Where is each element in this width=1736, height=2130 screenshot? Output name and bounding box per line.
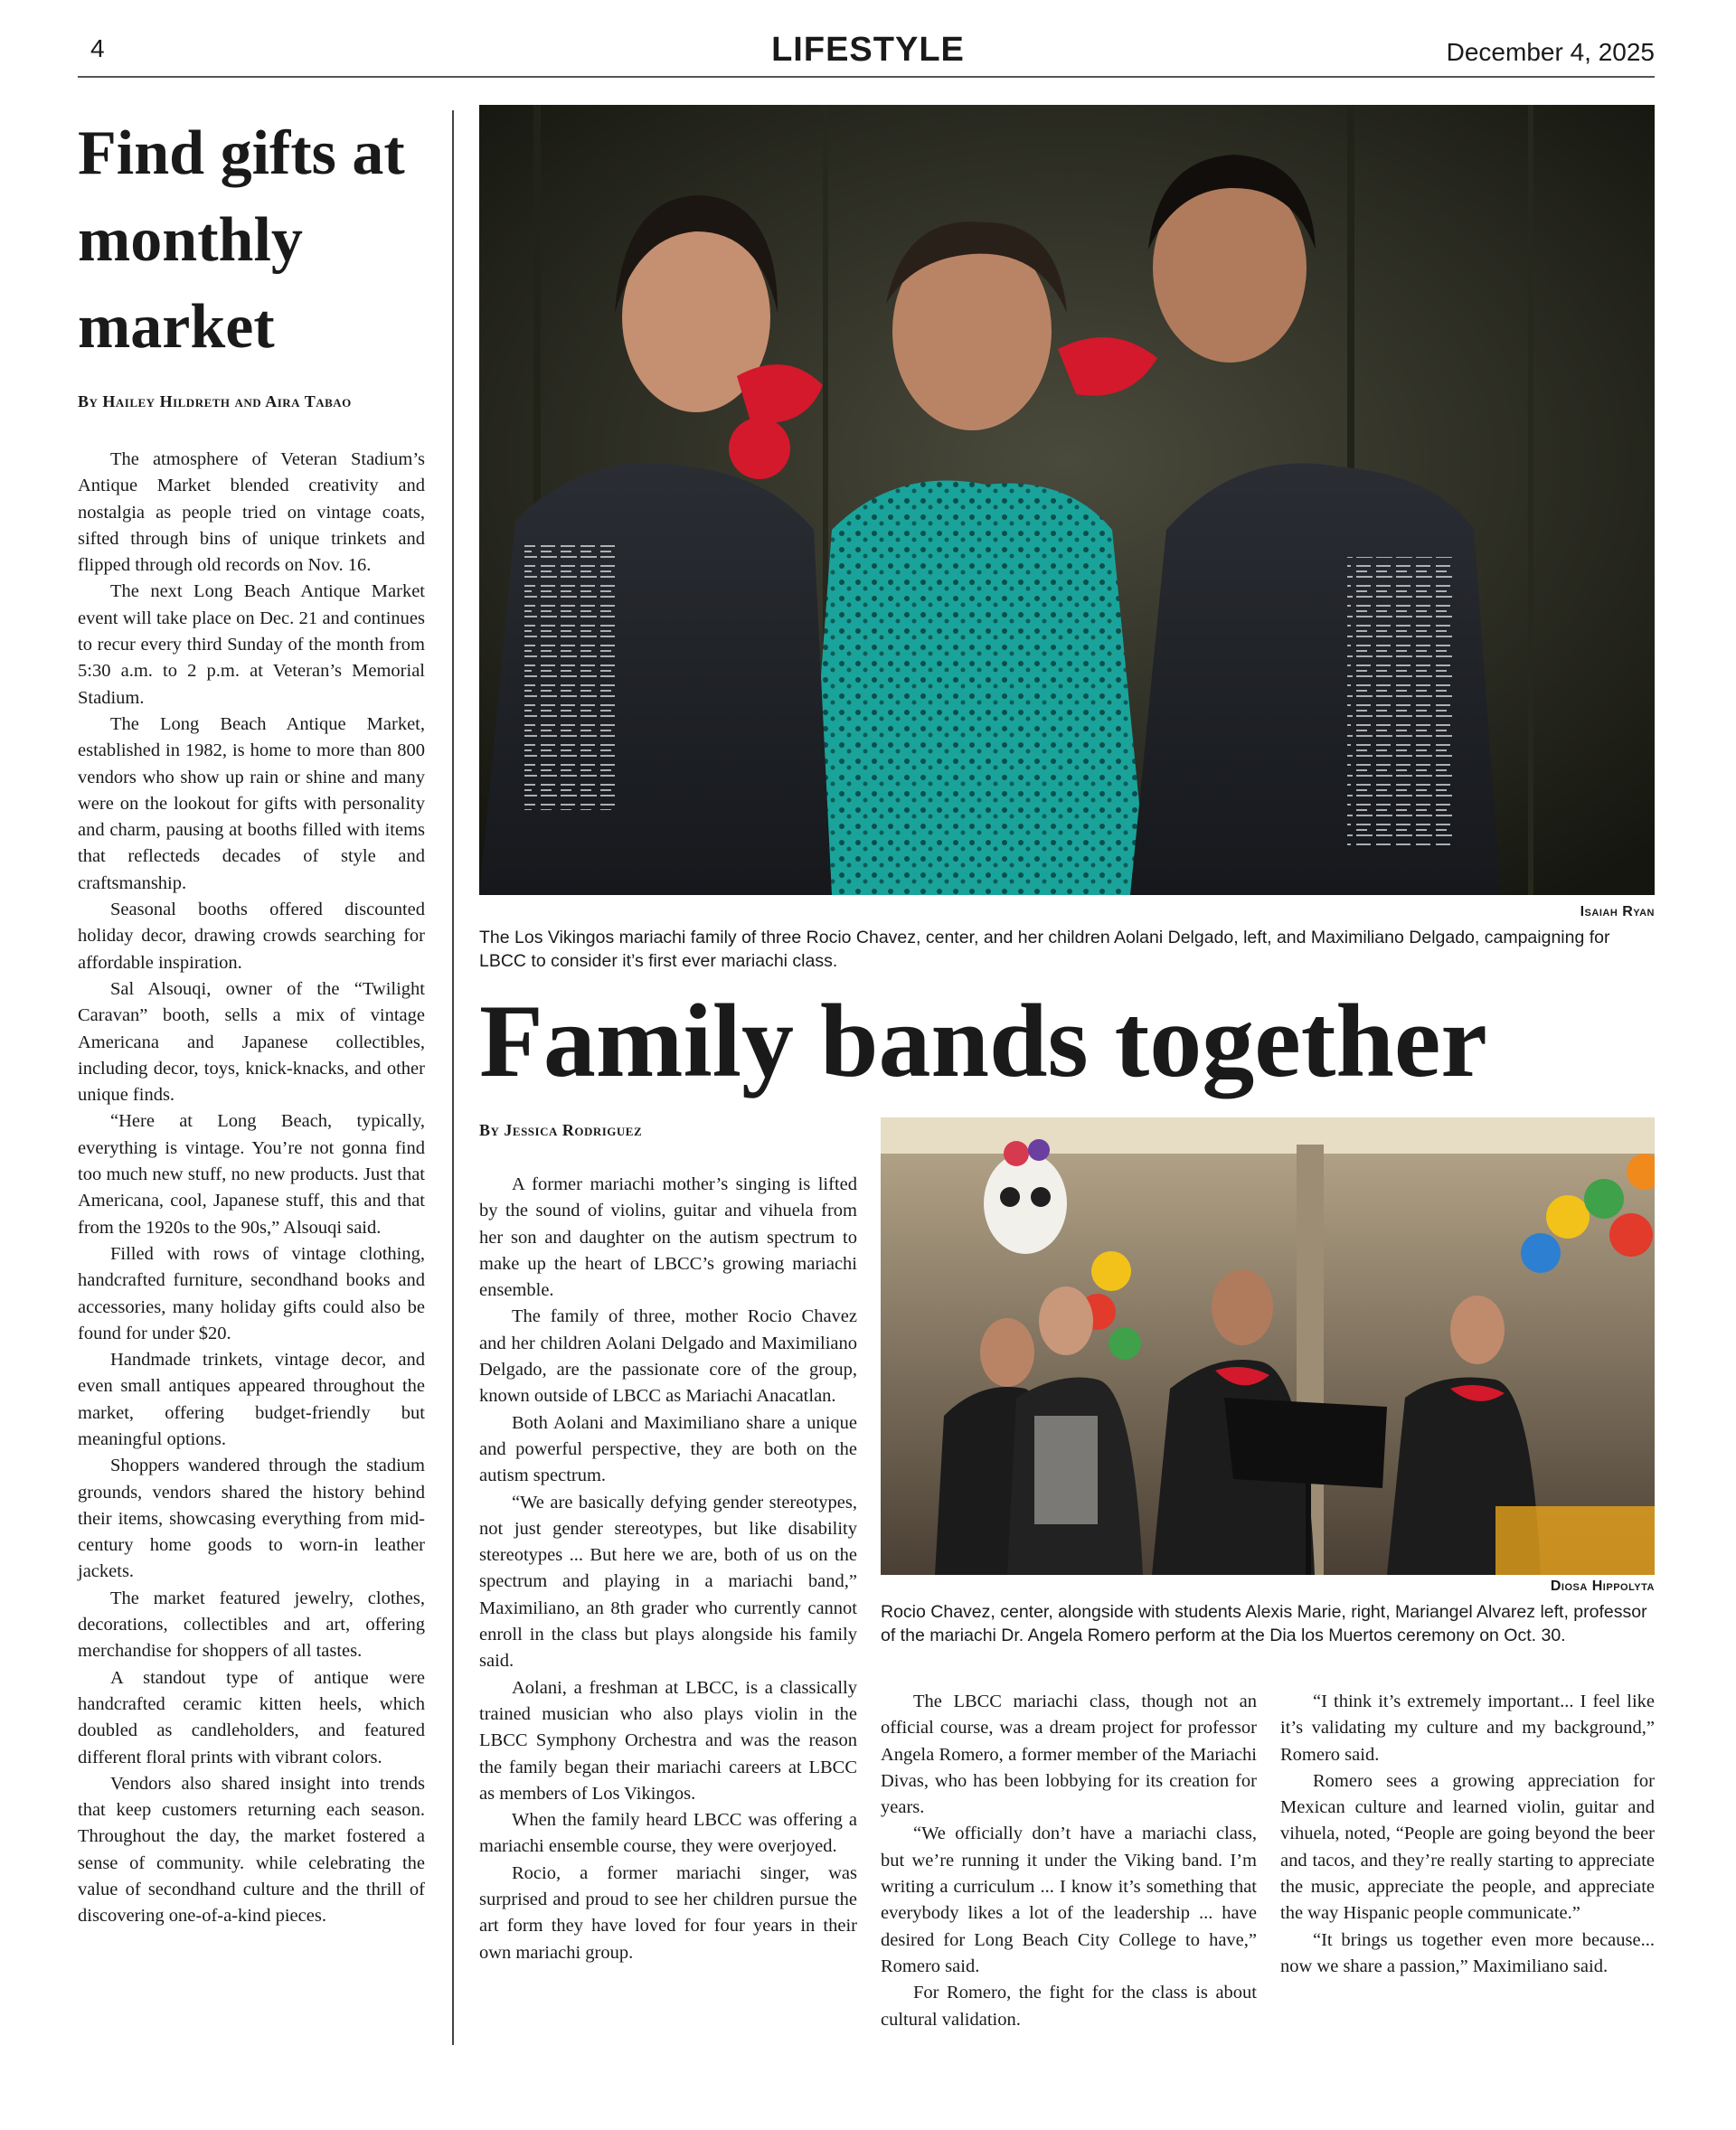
left-article-body — [78, 447, 425, 1930]
paragraph: The next Long Beach Antique Market event will take place on Dec. 21 and continues to recur every third Sunday of the month from 5:30 a.m. to 2 p.m. at Veteran’s Memorial Stadium. — [78, 581, 425, 708]
paragraph: When the family heard LBCC was offering a mariachi ensemble course, they were overjoyed. — [479, 1810, 857, 1857]
photo-caption: Rocio Chavez, center, alongside with students Alexis Marie, right, Mariangel Alvarez left, professor of the mariachi Dr. Angela Romero perform at the Dia los Muertos ceremony on Oct. 30. — [881, 1602, 1647, 1645]
performance-photo — [881, 1117, 1655, 1575]
main-article-column-1 — [479, 1172, 857, 1966]
paragraph: A former mariachi mother’s singing is lifted by the sound of violins, guitar and vihuela from her son and daughter on the autism spectrum to make up the heart of LBCC’s growing mariachi ensemble. — [479, 1174, 857, 1301]
paragraph: The family of three, mother Rocio Chavez and her children Aolani Delgado and Maximiliano Delgado, are the passionate core of the group, known outside of LBCC as Mariachi Anacatlan. — [479, 1306, 857, 1407]
header-rule — [78, 76, 1655, 78]
paragraph: The market featured jewelry, clothes, decorations, collectibles and art, offering merchandise for shoppers of all tastes. — [78, 1588, 425, 1662]
paragraph: “I think it’s extremely important... I feel like it’s validating my culture and my background,” Romero said. — [1280, 1692, 1655, 1765]
paragraph: The atmosphere of Veteran Stadium’s Antique Market blended creativity and nostalgia as people tried on vintage coats, sifted through bins of unique trinkets and flipped through old records on Nov. 16. — [78, 449, 425, 576]
paragraph: Both Aolani and Maximiliano share a unique and powerful perspective, they are both on the autism spectrum. — [479, 1412, 857, 1486]
section-title: LIFESTYLE — [771, 31, 965, 69]
paragraph: “We are basically defying gender stereotypes, not just gender stereotypes, but like disability stereotypes ... But here we are, both of us on the spectrum and playing in a mariachi band,” Maximiliano, an 8th grader who currently cannot enroll in the class but plays alongside his family said. — [479, 1492, 857, 1672]
paragraph: “It brings us together even more because... now we share a passion,” Maximiliano said. — [1280, 1929, 1655, 1976]
paragraph: For Romero, the fight for the class is about cultural validation. — [881, 1983, 1257, 2030]
paragraph: Filled with rows of vintage clothing, handcrafted furniture, secondhand books and accessories, many holiday gifts could also be found for under $20. — [78, 1243, 425, 1343]
left-article-byline: By Hailey Hildreth and Aira Tabao — [78, 392, 352, 410]
photo-credit: Isaiah Ryan — [1580, 904, 1655, 919]
main-article-headline: Family bands together — [479, 984, 1487, 1099]
paragraph: Romero sees a growing appreciation for Mexican culture and learned violin, guitar and vihuela, noted, “People are going beyond the beer and tacos, and they’re really starting to appreciate the music, appreciate the people, and appreciate the way Hispanic people communicate.” — [1280, 1770, 1655, 1924]
paragraph: Aolani, a freshman at LBCC, is a classically trained musician who also plays violin in the LBCC Symphony Orchestra and was the reason the family began their mariachi careers at LBCC as members of Los Vikingos. — [479, 1677, 857, 1804]
paragraph: A standout type of antique were handcrafted ceramic kitten heels, which doubled as candleholders, and featured different floral prints with vibrant colors. — [78, 1667, 425, 1767]
paragraph: Sal Alsouqi, owner of the “Twilight Caravan” booth, sells a mix of vintage Americana and Japanese collectibles, including decor, toys, knick-knacks, and other unique finds. — [78, 978, 425, 1106]
paragraph: Handmade trinkets, vintage decor, and even small antiques appeared throughout the market, offering budget-friendly but meaningful options. — [78, 1350, 425, 1449]
column-divider — [452, 110, 454, 2045]
main-article-column-3 — [1280, 1689, 1655, 1980]
main-article-byline: By Jessica Rodriguez — [479, 1121, 643, 1139]
photo-caption: The Los Vikingos mariachi family of three Rocio Chavez, center, and her children Aolani Delgado, left, and Maximiliano Delgado, campaigning for LBCC to consider it’s first ever mariachi class. — [479, 928, 1610, 971]
paragraph: Rocio, a former mariachi singer, was surprised and proud to see her children pursue the art form they have loved for four years in their own mariachi group. — [479, 1862, 857, 1963]
paragraph: Seasonal booths offered discounted holiday decor, drawing crowds searching for affordable inspiration. — [78, 900, 425, 973]
page-number: 4 — [90, 34, 105, 62]
family-portrait-photo — [479, 105, 1655, 895]
issue-date: December 4, 2025 — [1446, 38, 1655, 66]
paragraph: Vendors also shared insight into trends that keep customers returning each season. Throughout the day, the market fostered a sense of community. while celebrating the value of secondhand culture and the thrill of discovering one-of-a-kind pieces. — [78, 1773, 425, 1927]
paragraph: The LBCC mariachi class, though not an official course, was a dream project for professor Angela Romero, a former member of the Mariachi Divas, who has been lobbying for its creation for years. — [881, 1692, 1257, 1818]
paragraph: “Here at Long Beach, typically, everything is vintage. You’re not gonna find too much new stuff, no new products. Just that Americana, cool, Japanese stuff, this and that from the 1920s to the 90s,” Alsouqi said. — [78, 1111, 425, 1238]
paragraph: The Long Beach Antique Market, established in 1982, is home to more than 800 vendors who show up rain or shine and many were on the lookout for gifts with personality and charm, pausing at booths filled with items that reflecteds decades of style and craftsmanship. — [78, 713, 425, 893]
main-article-column-2 — [881, 1689, 1257, 2033]
photo-credit: Diosa Hippolyta — [1550, 1579, 1655, 1594]
paragraph: “We officially don’t have a mariachi class, but we’re running it under the Viking band. I’m writing a curriculum ... I know it’s something that everybody likes a lot of the leadership ... have desired for Long Beach City College to have,” Romero said. — [881, 1824, 1257, 1976]
paragraph: Shoppers wandered through the stadium grounds, vendors shared the history behind their items, showcasing everything from mid-century home goods to worn-in leather jackets. — [78, 1456, 425, 1582]
left-article-headline: Find gifts at monthly market — [78, 118, 405, 362]
